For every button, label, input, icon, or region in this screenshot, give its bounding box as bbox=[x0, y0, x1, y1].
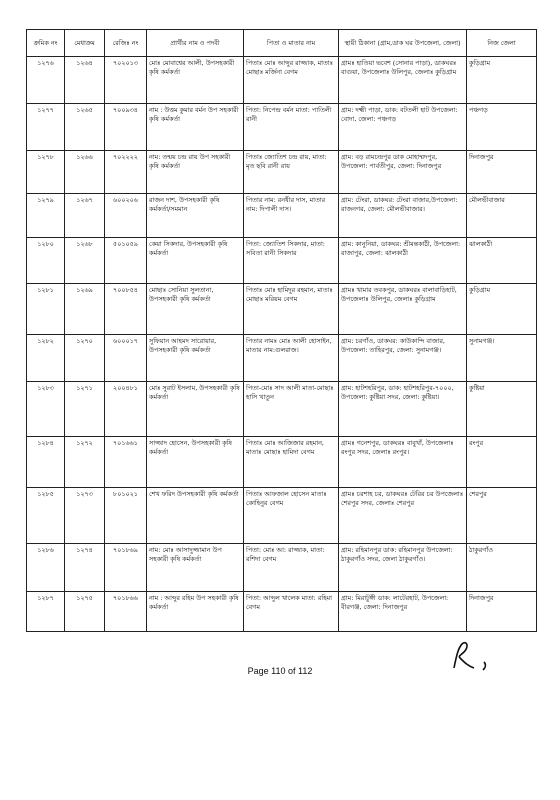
cell-reg: ৬০০২০৬ bbox=[105, 194, 147, 238]
cell-reg: ৭০১৬৬১ bbox=[105, 437, 147, 488]
cell-name: নাম : আব্দুর রহিম উপ সহকারী কৃষি কর্মকর্তা bbox=[147, 592, 244, 632]
cell-name: নাম: মোঃ আসাদুজ্জামান উপ সহকারী কৃষি কর্মকর্তা bbox=[147, 544, 244, 592]
cell-address: গ্রাম: দক্ষ্মী পাড়া, ডাক: বটতলী হাট উপজেলা: বোদা, জেলা: পঞ্চগড় bbox=[339, 104, 467, 151]
cell-name: মোঃ মোবাশ্বের আলী, উপসহকারী কৃষি কর্মকর্তা bbox=[147, 57, 244, 104]
page-footer: Page 110 of 112 bbox=[247, 666, 313, 676]
cell-address: গ্রাম: হাটশহরিপুর, ডাক: হাটশহরিপুর-৭০০০, উপজেলা: কুষ্টিয়া সদর, জেলা: কুষ্টিয়া। bbox=[339, 382, 467, 437]
cell-serial: ১২৮৭ bbox=[27, 592, 65, 632]
table-row bbox=[27, 151, 537, 194]
cell-merit: ১২৭৪ bbox=[65, 544, 105, 592]
cell-district: পঞ্চগড় bbox=[467, 104, 537, 151]
cell-parents: পিতাঃ আফজাল হোসেন মাতাঃ কোহিনুর বেগম bbox=[244, 488, 339, 544]
cell-district: ঠাকুরগাঁও bbox=[467, 544, 537, 592]
cell-reg: ৭০০৮৫৪ bbox=[105, 284, 147, 335]
cell-parents: পিতার নাম: রনধীর দাস, মাতার নাম: দিপালী দাস। bbox=[244, 194, 339, 238]
table-row bbox=[27, 104, 537, 151]
cell-district: মৌলভীবাজার bbox=[467, 194, 537, 238]
cell-parents: পিতাঃ মোঃ হামিদুর রহমান, মাতাঃ মোছাঃ মরিয়ম বেগম bbox=[244, 284, 339, 335]
cell-reg: ৬০০০১৭ bbox=[105, 335, 147, 382]
cell-serial: ১২৭৭ bbox=[27, 104, 65, 151]
header-merit: মেধাক্রম bbox=[65, 30, 105, 57]
cell-serial: ১২৮১ bbox=[27, 284, 65, 335]
cell-reg: ৭০১৮৬৬ bbox=[105, 592, 147, 632]
cell-parents: পিতাঃ জ্যোতিশ চন্দ্র রায়, মাতা: মৃত ছবি রানী রায় bbox=[244, 151, 339, 194]
cell-merit: ১২৬৭ bbox=[65, 194, 105, 238]
cell-reg: ৫০১০৫৯ bbox=[105, 238, 147, 284]
cell-merit: ১২৬৮ bbox=[65, 238, 105, 284]
cell-serial: ১২৮৪ bbox=[27, 437, 65, 488]
cell-serial: ১২৮২ bbox=[27, 335, 65, 382]
cell-district: কুড়িগ্রাম bbox=[467, 57, 537, 104]
cell-address: গ্রাম: মিরাটুঙ্গী ডাক: লাটেরহাট, উপজেলা: বীরগঞ্জ, জেলা: দিনাজপুর bbox=[339, 592, 467, 632]
cell-merit: ১২৭৩ bbox=[65, 488, 105, 544]
cell-reg: ৭০২২২২ bbox=[105, 151, 147, 194]
cell-serial: ১২৮৫ bbox=[27, 488, 65, 544]
cell-name: নাম : উত্তম কুমার বর্মন উপ সহকারী কৃষি কর্মকর্তা bbox=[147, 104, 244, 151]
cell-district: দিনাজপুর bbox=[467, 592, 537, 632]
header-parents: পিতা ও মাতার নাম bbox=[244, 30, 339, 57]
cell-name: সুফিয়ান আহমদ সারোয়ার, উপসহকারী কৃষি কর্মকর্তা bbox=[147, 335, 244, 382]
table-row bbox=[27, 335, 537, 382]
cell-serial: ১২৭৬ bbox=[27, 57, 65, 104]
cell-address: গ্রাম: রহিমানপুর ডাক: রহিমানপুর উপজেলা: ঠাকুরগাঁও সদর, জেলা ঠাকুরগাঁও। bbox=[339, 544, 467, 592]
cell-address: গ্রামঃ হাতিয়া ভবেশ (সোনার পাড়া), ডাকঘরঃ বাগুয়া, উপজেলাঃ উলিপুর, জেলাঃ কুড়িগ্রাম bbox=[339, 57, 467, 104]
cell-parents: পিতা: নিপেন্দ্র বর্মন মাতা: পাতিলী রানী bbox=[244, 104, 339, 151]
cell-merit: ১২৭০ bbox=[65, 335, 105, 382]
cell-name: রাজন দাশ, উপসহকারী কৃষি কর্মকর্তা/সমমান bbox=[147, 194, 244, 238]
cell-merit: ১২৬৪ bbox=[65, 57, 105, 104]
cell-merit: ১২৭৫ bbox=[65, 592, 105, 632]
cell-merit: ১২৬৯ bbox=[65, 284, 105, 335]
table-row bbox=[27, 544, 537, 592]
cell-reg: ৭০০৯৩৪ bbox=[105, 104, 147, 151]
cell-address: গ্রামঃ খামার তবকপুর, ডাকঘরঃ বালাবাড়িহাট, উপজেলাঃ উলিপুর, জেলাঃ কুড়িগ্রাম bbox=[339, 284, 467, 335]
table-row bbox=[27, 194, 537, 238]
cell-serial: ১২৭৮ bbox=[27, 151, 65, 194]
cell-district: শেরপুর bbox=[467, 488, 537, 544]
cell-district: রংপুর bbox=[467, 437, 537, 488]
cell-parents: পিতা: আব্দুল খালেক মাতা: রহিমা বেগম bbox=[244, 592, 339, 632]
cell-name: মোছাঃ সোনিয়া সুলতানা, উপসহকারী কৃষি কর্মকর্তা bbox=[147, 284, 244, 335]
cell-reg: ৭০১৮৬৯ bbox=[105, 544, 147, 592]
results-sheet bbox=[26, 29, 536, 632]
cell-district: সুনামগঞ্জ। bbox=[467, 335, 537, 382]
cell-merit: ১২৬৫ bbox=[65, 104, 105, 151]
cell-parents: পিতা: জ্যোতিশ সিকদার, মাতা: সবিতা রানী সিকদার bbox=[244, 238, 339, 284]
cell-district: দিনাজপুর bbox=[467, 151, 537, 194]
cell-address: গ্রাম: চরগাঁও, ডাকঘর: কাউকান্দি বাজার, উপজেলা: তাহিরপুর, জেলা: সুনামগঞ্জ। bbox=[339, 335, 467, 382]
table-row bbox=[27, 592, 537, 632]
table-row bbox=[27, 284, 537, 335]
cell-parents: পিতাঃ মোঃ আব্দুর রাজ্জাক, মাতাঃ মোছাঃ মর্জিনা বেগম bbox=[244, 57, 339, 104]
cell-serial: ১২৮৬ bbox=[27, 544, 65, 592]
cell-merit: ১২৭২ bbox=[65, 437, 105, 488]
cell-reg: ৮০১০২১ bbox=[105, 488, 147, 544]
cell-merit: ১২৭১ bbox=[65, 382, 105, 437]
cell-parents: পিতা: মোঃ আ: রাজ্জাক, মাতা: রশিদা বেগম bbox=[244, 544, 339, 592]
header-address: স্থায়ী ঠিকানা (গ্রাম,ডাক ঘর উপজেলা, জেলা) bbox=[339, 30, 467, 57]
cell-name: সাজ্জাদ হোসেন, উপসহকারী কৃষি কর্মকর্তা bbox=[147, 437, 244, 488]
cell-address: গ্রাম: টেংরা, ডাকঘর: টেংরা বাজার,উপজেলা: রাজনগর, জেলা: মৌলভীবাজার। bbox=[339, 194, 467, 238]
cell-reg: ৭০২০১৩ bbox=[105, 57, 147, 104]
cell-serial: ১২৮০ bbox=[27, 238, 65, 284]
table-row bbox=[27, 57, 537, 104]
header-district: নিজ জেলা bbox=[467, 30, 537, 57]
cell-district: ঝালকাঠী bbox=[467, 238, 537, 284]
cell-parents: পিতা-মোঃ সাদ আলী মাতা-মোছাঃ হাসি খাতুন bbox=[244, 382, 339, 437]
cell-name: নাম: তন্ময় চন্দ্র রায় উপ সহকারী কৃষি কর্মকর্তা bbox=[147, 151, 244, 194]
cell-merit: ১২৬৬ bbox=[65, 151, 105, 194]
cell-parents: পিতাঃ মোঃ আজিজার রহমান, মাতাঃ মোছাঃ হামিদা বেগম bbox=[244, 437, 339, 488]
cell-address: গ্রামঃ চরশাহ চর, ডাকঘরঃ টেরির চর উপজেলাঃ শেরপুর সদর, জেলাঃ শেরপুর bbox=[339, 488, 467, 544]
cell-name: কেয়া সিকদার, উপসহকারী কৃষি কর্মকর্তা bbox=[147, 238, 244, 284]
candidate-table bbox=[26, 29, 537, 632]
table-row bbox=[27, 437, 537, 488]
cell-reg: ২০০৪৮১ bbox=[105, 382, 147, 437]
table-row bbox=[27, 382, 537, 437]
header-serial: ক্রমিক নং bbox=[27, 30, 65, 57]
cell-serial: ১২৮৩ bbox=[27, 382, 65, 437]
table-header-row bbox=[27, 30, 537, 57]
cell-serial: ১২৭৯ bbox=[27, 194, 65, 238]
cell-district: কুষ্টিয়া bbox=[467, 382, 537, 437]
header-reg: রেজিঃ নং bbox=[105, 30, 147, 57]
cell-address: গ্রামঃ গনেশপুর, ডাকঘরঃ বাবুখাঁ, উপজেলাঃ রংপুর সদর, জেলাঃ রংপুর। bbox=[339, 437, 467, 488]
header-name: প্রার্থীর নাম ও পদবী bbox=[147, 30, 244, 57]
cell-name: শেখ ফরিদ উপসহকারী কৃষি কর্মকর্তা bbox=[147, 488, 244, 544]
table-row bbox=[27, 488, 537, 544]
cell-parents: পিতার নামঃ মোঃ আলী হোসাইন, মাতার নাম:গুলরাজ। bbox=[244, 335, 339, 382]
table-row bbox=[27, 238, 537, 284]
cell-name: মোঃ সুরাট ইসলাম, উপসহকারী কৃষি কর্মকর্তা bbox=[147, 382, 244, 437]
cell-district: কুড়িগ্রাম bbox=[467, 284, 537, 335]
cell-address: গ্রাম: কানুনিয়া, ডাকঘর: শ্রীমন্তকাঠী, উপজেলা: রাজাপুর, জেলা: ঝালকাঠী bbox=[339, 238, 467, 284]
cell-address: গ্রাম: বড় রামচন্দ্রপুর ডাক মোহাম্মদপুর, উপজেলা: পার্বতীপুর, জেলা: দিনাজপুর bbox=[339, 151, 467, 194]
